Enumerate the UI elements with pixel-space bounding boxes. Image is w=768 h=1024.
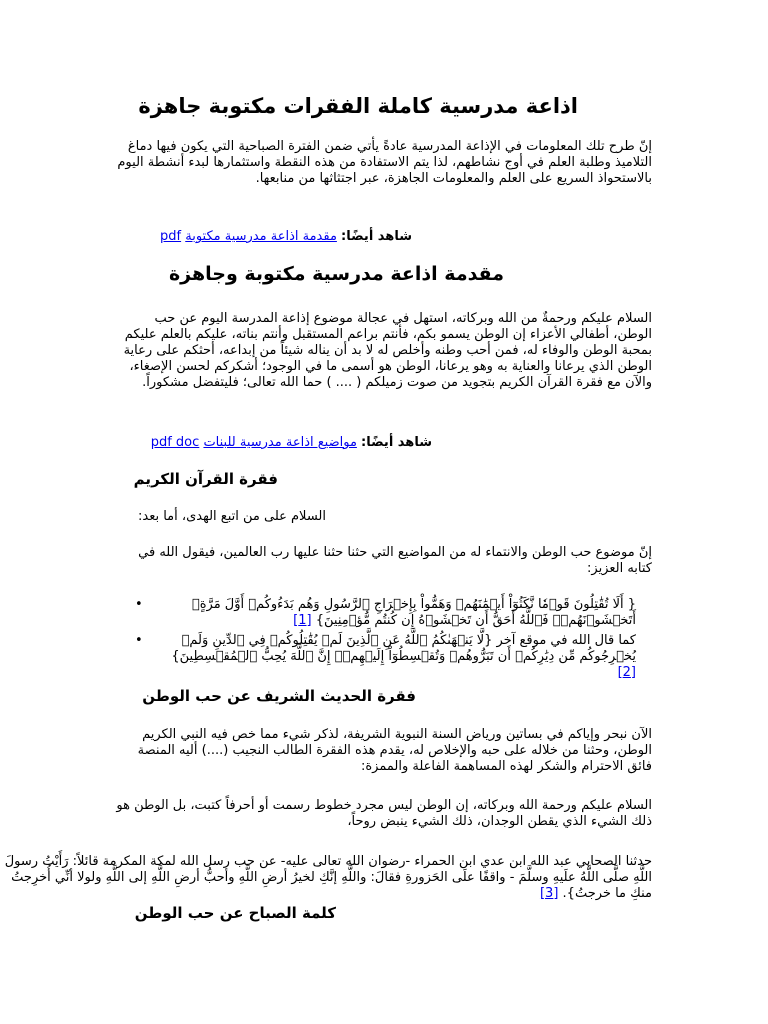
- hadith-narration-text: حدثنا الصحابي عبد الله ابن عدي ابن الحمراء -رضوان الله تعالى عليه- عن حب رسل الله لمكة المكرمة قائلاً: رَأَيْتُ رسولَ اللَّهِ صلَّى اللَّهُ علَيهِ وسلَّمَ - واقفًا علَى الحَزورةِ فقالَ: واللَّهِ إنَّكِ لخيرُ أرضِ اللَّهِ وأحبُّ أرضِ اللَّهِ إلى اللَّهِ ولولا أنِّي أُخرِجتُ منكِ ما خرجتُ}.: [4, 854, 652, 901]
- see-also-label: شاهد أيضًا:: [361, 435, 432, 450]
- footnote-link-1[interactable]: [1]: [293, 613, 312, 628]
- see-also-link-girls-topics[interactable]: مواضيع اذاعة مدرسية للبنات: [203, 435, 357, 450]
- quran-verse-text: { أَلَا تُقَٰتِلُونَ قَوۡمٗا نَّكَثُوٓاْ أَيۡمَٰنَهُمۡ وَهَمُّواْ بِإِخۡرَاجِ ٱلرَّسُولِ وَهُم بَدَءُوكُمۡ أَوَّلَ مَرَّةٍۚ أَتَخۡشَوۡنَهُمۡۚ فَٱللَّهُ أَحَقُّ أَن تَخۡشَوۡهُ إِن كُنتُم مُّؤۡمِنِينَ}: [191, 597, 636, 628]
- hadith-intro-paragraph: الآن نبحر وإياكم في بساتين ورياض السنة النبوية الشريفة، لذكر شيء مما خص فيه النبي الكريم الوطن، وحثنا من خلاله على حبه والإخلاص له، يقدم هذه الفقرة الطالب النجيب (....) أليه المنصة فائق الاحترام والشكر لهذه المساهمة الفاعلة والممزة:: [137, 727, 652, 774]
- bullet-icon: •: [135, 597, 143, 612]
- hadith-narration-paragraph: [4, 854, 652, 902]
- footnote-link-2[interactable]: [2]: [617, 665, 636, 680]
- quran-verses-list: [135, 597, 636, 681]
- list-item: [135, 633, 636, 681]
- section-intro-paragraph: السلام عليكم ورحمةٌ من الله وبركاته، استهل في عجالة موضوع إذاعة المدرسة اليوم عن حب الوطن، أطفالي الأعزاء إن الوطن يسمو بكم، فأنتم براعم المستقبل وأنتم بناته، عليكم بالعلم عليكم بمحبة الوطن والوفاء له، فمن أحب وطنه وأخلص له لا بد أن يناله شيئاً من إبداعه، أحثكم على رعاية الوطن الذي يرعانا والعناية به وهو يرعانا، الوطن هو أسمى ما في الوجود؛ أشكركم لحسن الإصغاء، والآن مع فقرة القرآن الكريم بتجويد من صوت زميلكم ( .... ) حما الله تعالى؛ فليتفضل مشكوراً.: [123, 311, 652, 390]
- quran-intro-paragraph: إنّ موضوع حب الوطن والانتماء له من المواضيع التي حثنا حثنا عليها رب العالمين، فيقول الله في كتابه العزيز:: [138, 545, 652, 576]
- see-also-link-school-radio-intro[interactable]: مقدمة اذاعة مدرسية مكتوبة: [185, 229, 337, 244]
- quran-verse-text: كما قال الله في موقع آخر {لَّا يَنۡهَىٰكُمُ ٱللَّهُ عَنِ ٱلَّذِينَ لَمۡ يُقَٰتِلُوكُمۡ فِي ٱلدِّينِ وَلَمۡ يُخۡرِجُوكُم مِّن دِيَٰرِكُمۡ أَن تَبَرُّوهُمۡ وَتُقۡسِطُوٓاْ إِلَيۡهِمۡۚ إِنَّ ٱللَّهَ يُحِبُّ ٱلۡمُقۡسِطِينَ}: [171, 633, 636, 664]
- see-also-2: [112, 435, 432, 451]
- list-item: [135, 597, 636, 629]
- page-title: اذاعة مدرسية كاملة الفقرات مكتوبة جاهزة: [138, 94, 578, 118]
- section-heading-morning-word: كلمة الصباح عن حب الوطن: [134, 904, 336, 922]
- section-heading-hadith: فقرة الحديث الشريف عن حب الوطن: [142, 687, 416, 705]
- see-also-link-pdf[interactable]: pdf: [160, 229, 182, 244]
- see-also-1: [112, 229, 412, 245]
- hadith-homeland-paragraph: السلام عليكم ورحمة الله وبركاته، إن الوطن ليس مجرد خطوط رسمت أو أحرفاً كتبت، بل الوطن هو ذلك الشيء الذي يقطن الوجدان، ذلك الشيء ينبض روحاً،: [116, 798, 652, 829]
- see-also-label: شاهد أيضًا:: [341, 229, 412, 244]
- section-heading-quran: فقرة القرآن الكريم: [133, 470, 278, 488]
- intro-paragraph: إنّ طرح تلك المعلومات في الإذاعة المدرسية عادةً يأتي ضمن الفترة الصباحية التي يكون فيها دماغ التلاميذ وطلبة العلم في أوج نشاطهم، لذا يتم الاستفادة من هذه النقطة واستثمارها لبدء أنشطة اليوم بالاستحواذ السريع على العلم والمعلومات الجاهزة، عبر اجتثاثها من منابعها.: [117, 139, 652, 186]
- quran-greeting: السلام على من اتبع الهدى، أما بعد:: [138, 509, 326, 524]
- footnote-link-3[interactable]: [3]: [539, 886, 559, 901]
- section-heading-intro: مقدمة اذاعة مدرسية مكتوبة وجاهزة: [168, 263, 504, 285]
- bullet-icon: •: [135, 633, 143, 648]
- see-also-link-pdf-doc[interactable]: pdf doc: [150, 435, 200, 450]
